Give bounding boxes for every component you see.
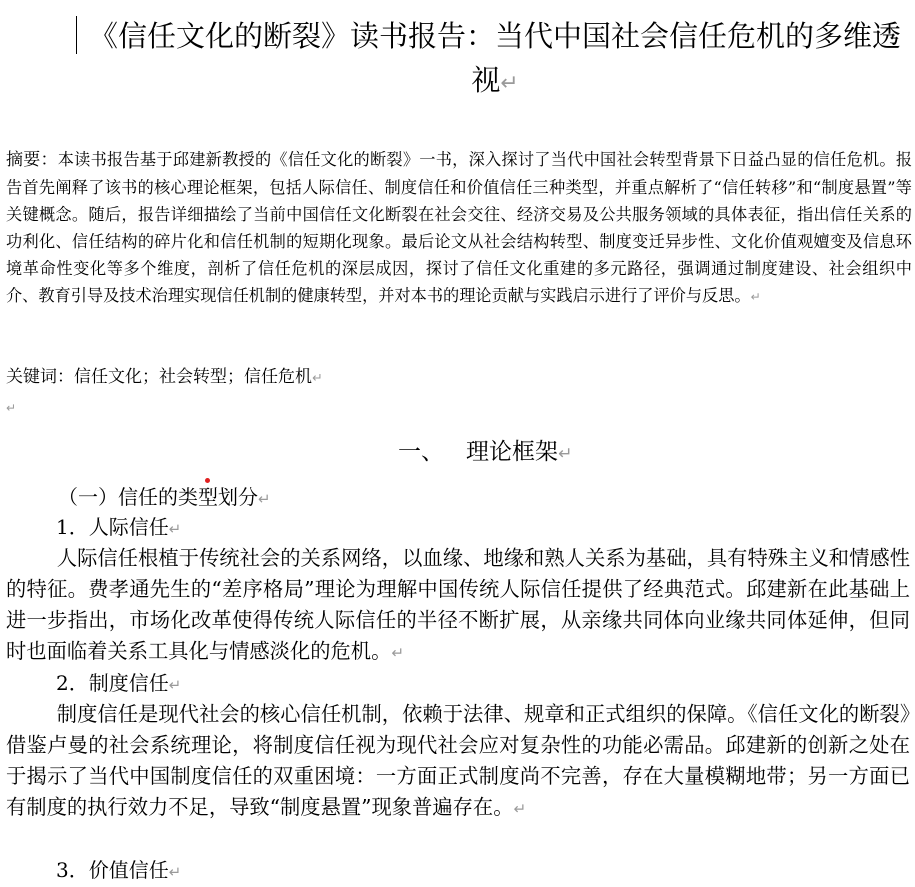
section-number: 一、 xyxy=(398,439,444,465)
body-paragraph-text: 制度信任是现代社会的核心信任机制，依赖于法律、规章和正式组织的保障。《信任文化的断裂》借鉴卢曼的社会系统理论，将制度信任视为现代社会应对复杂性的功能必需品。邱建新的创新之处在于揭示了当代中国制度信任的双重困境：一方面正式制度尚不完善，存在大量模糊地带；另一方面已有制度的执行效力不足，导致“制度悬置”现象普遍存在。 xyxy=(6,702,910,819)
abstract-paragraph[interactable] xyxy=(6,146,912,311)
item-heading-text: 2．制度信任 xyxy=(56,671,169,695)
item-heading[interactable] xyxy=(56,855,181,887)
item-heading[interactable] xyxy=(56,668,181,700)
paragraph-mark-icon: ↵ xyxy=(168,676,182,694)
subsection-heading[interactable] xyxy=(58,482,271,514)
paragraph-mark-icon: ↵ xyxy=(513,800,527,818)
paragraph-mark-icon: ↵ xyxy=(391,644,405,662)
section-title: 理论框架 xyxy=(466,439,558,465)
paragraph-mark-icon: ↵ xyxy=(500,71,519,96)
body-paragraph[interactable] xyxy=(6,699,910,825)
item-heading-text: 1．人际信任 xyxy=(56,515,169,539)
abstract-label: 摘要： xyxy=(6,150,58,170)
paragraph-mark-icon: ↵ xyxy=(312,371,323,386)
text-cursor xyxy=(76,16,77,54)
title-text: 《信任文化的断裂》读书报告：当代中国社会信任危机的多维透视 xyxy=(88,19,901,97)
document-title[interactable] xyxy=(82,14,908,106)
keywords-text: 关键词：信任文化；社会转型；信任危机 xyxy=(6,367,312,387)
paragraph-mark-icon: ↵ xyxy=(168,520,182,538)
paragraph-mark-icon: ↵ xyxy=(558,444,573,464)
paragraph-mark-icon: ↵ xyxy=(6,401,17,415)
keywords-line[interactable] xyxy=(6,364,323,392)
abstract-text: 本读书报告基于邱建新教授的《信任文化的断裂》一书，深入探讨了当代中国社会转型背景下日益凸显的信任危机。报告首先阐释了该书的核心理论框架，包括人际信任、制度信任和价值信任三种类型，并重点解析了“信任转移”和“制度悬置”等关键概念。随后，报告详细描绘了当前中国信任文化断裂在社会交往、经济交易及公共服务领域的具体表征，指出信任关系的功利化、信任结构的碎片化和信任机制的短期化现象。最后论文从社会结构转型、制度变迁异步性、文化价值观嬗变及信息环境革命性变化等多个维度，剖析了信任危机的深层成因，探讨了信任文化重建的多元路径，强调通过制度建设、社会组织中介、教育引导及技术治理实现信任机制的健康转型，并对本书的理论贡献与实践启示进行了评价与反思。 xyxy=(6,150,913,305)
item-heading-text: 3．价值信任 xyxy=(56,858,169,882)
paragraph-mark-icon: ↵ xyxy=(258,490,271,508)
paragraph-mark-icon: ↵ xyxy=(168,863,182,881)
subsection-title: （一）信任的类型划分 xyxy=(58,485,258,509)
item-heading[interactable] xyxy=(56,512,181,544)
empty-paragraph[interactable] xyxy=(6,393,16,422)
paragraph-mark-icon: ↵ xyxy=(750,290,761,304)
body-paragraph[interactable] xyxy=(6,543,910,669)
section-heading[interactable] xyxy=(398,436,572,470)
body-paragraph-text: 人际信任根植于传统社会的关系网络，以血缘、地缘和熟人关系为基础，具有特殊主义和情感性的特征。费孝通先生的“差序格局”理论为理解中国传统人际信任提供了经典范式。邱建新在此基础上进一步指出，市场化改革使得传统人际信任的半径不断扩展，从亲缘共同体向业缘共同体延伸，但同时也面临着关系工具化与情感淡化的危机。 xyxy=(6,546,910,663)
